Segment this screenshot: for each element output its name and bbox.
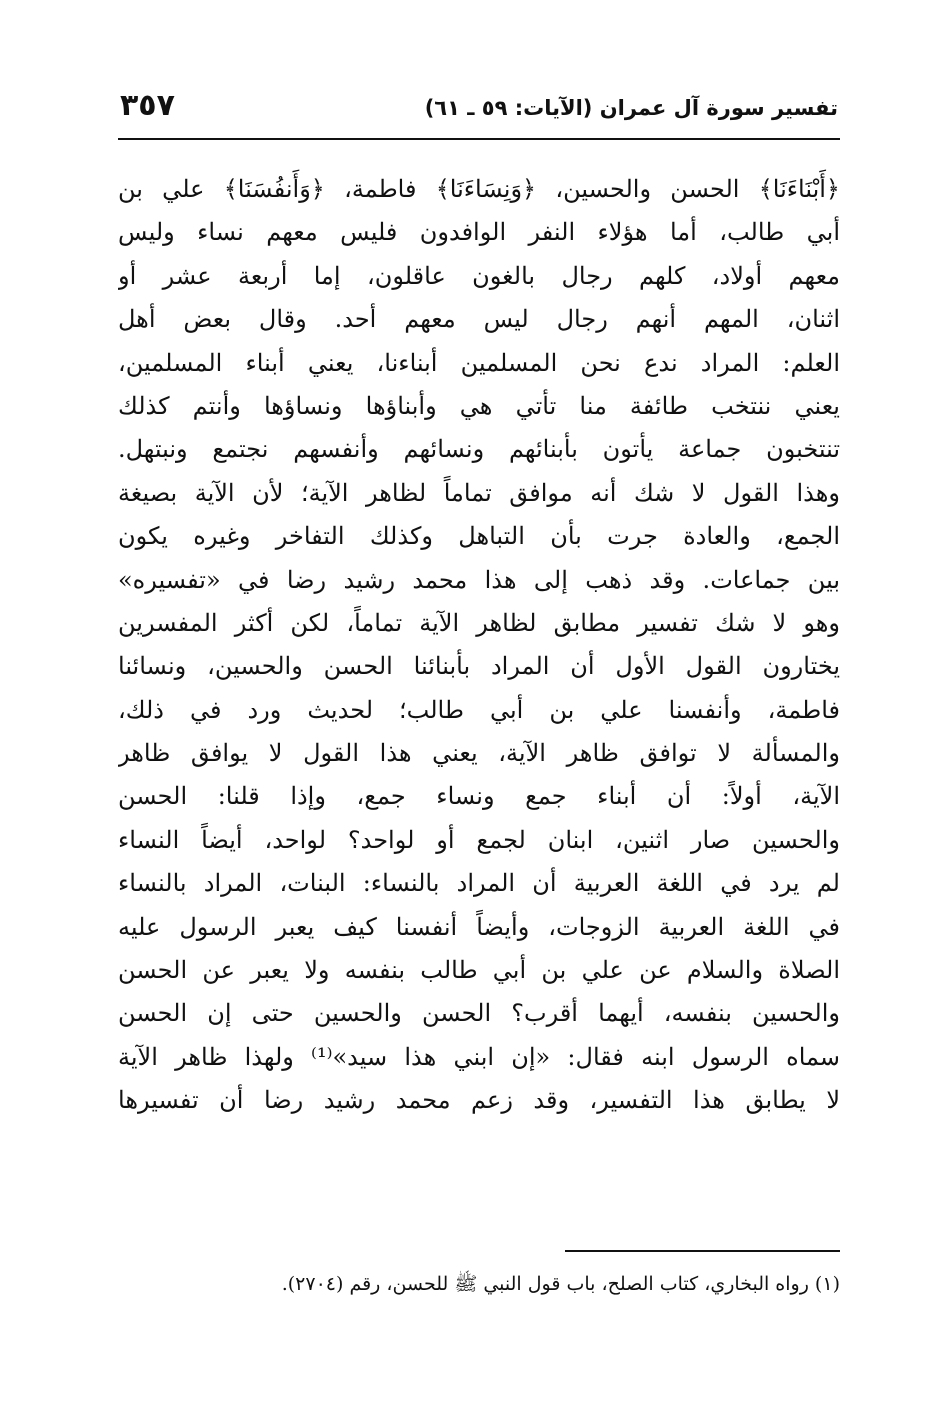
header-divider [118,138,840,140]
text-line: اثنان، المهم أنهم رجال ليس معهم أحد. وقال بعض أهل [118,305,840,334]
text-line: فاطمة، وأنفسنا علي بن أبي طالب؛ لحديث ورد في ذلك، [118,695,840,724]
text-line: والمسألة لا توافق ظاهر الآية، يعني هذا القول لا يوافق ظاهر [118,739,840,768]
text-line: لا يطابق هذا التفسير، وقد زعم محمد رشيد رضا أن تفسيرها [118,1086,840,1115]
text-line: الجمع، والعادة جرت بأن التباهل وكذلك التفاخر وغيره يكون [118,522,840,551]
text-line: والحسين صار اثنين، ابنان لجمع أو لواحد؟ لواحد، أيضاً النساء [118,825,840,854]
text-line: معهم أولاد، كلهم رجال بالغون عاقلون، إما أربعة عشر أو [118,261,840,290]
footnote-divider [565,1250,840,1252]
text-line: الصلاة والسلام عن علي بن أبي طالب بنفسه ولا يعبر عن الحسن [118,956,840,985]
text-line: تنتخبون جماعة يأتون بأبنائهم ونسائهم وأنفسهم نجتمع ونبتهل. [118,435,840,464]
text-line: في اللغة العربية الزوجات، وأيضاً أنفسنا كيف يعبر الرسول عليه [118,912,840,941]
text-line: وهذا القول لا شك أنه موافق تماماً لظاهر الآية؛ لأن الآية بصيغة [118,478,840,507]
text-line: يختارون القول الأول أن المراد بأبنائنا الحسن والحسين، ونسائنا [118,652,840,681]
text-line: لم يرد في اللغة العربية أن المراد بالنساء: البنات، المراد بالنساء [118,869,840,898]
text-line: سماه الرسول ابنه فقال: «إن ابني هذا سيد»⁽¹⁾ ولهذا ظاهر الآية [118,1042,840,1071]
running-title: تفسير سورة آل عمران (الآيات: ٥٩ ـ ٦١) [424,96,838,120]
text-line: بين جماعات. وقد ذهب إلى هذا محمد رشيد رضا في «تفسيره» [118,565,840,594]
body-text [118,168,840,1123]
text-line: العلم: المراد ندع نحن المسلمين أبناءنا، يعني أبناء المسلمين، [118,348,840,377]
page-header [118,88,838,134]
text-line: ﴿أَبْنَاءَنَا﴾ الحسن والحسين، ﴿وَنِسَاءَنَا﴾ فاطمة، ﴿وَأَنفُسَنَا﴾ علي بن [118,175,840,203]
page-number: ٣٥٧ [120,88,175,123]
footnote: (١) رواه البخاري، كتاب الصلح، باب قول النبي ﷺ للحسن، رقم (٢٧٠٤). [281,1273,840,1295]
text-line: أبي طالب، أما هؤلاء النفر الوافدون فليس معهم نساء وليس [118,218,840,247]
text-line: يعني ننتخب طائفة منا تأتي هي وأبناؤها ونساؤها وأنتم كذلك [118,391,840,420]
text-line: والحسين بنفسه، أيهما أقرب؟ الحسن والحسين حتى إن الحسن [118,999,840,1028]
text-line: الآية، أولاً: أن أبناء جمع ونساء جمع، وإذا قلنا: الحسن [118,782,840,811]
text-line: وهو لا شك تفسير مطابق لظاهر الآية تماماً، لكن أكثر المفسرين [118,608,840,637]
